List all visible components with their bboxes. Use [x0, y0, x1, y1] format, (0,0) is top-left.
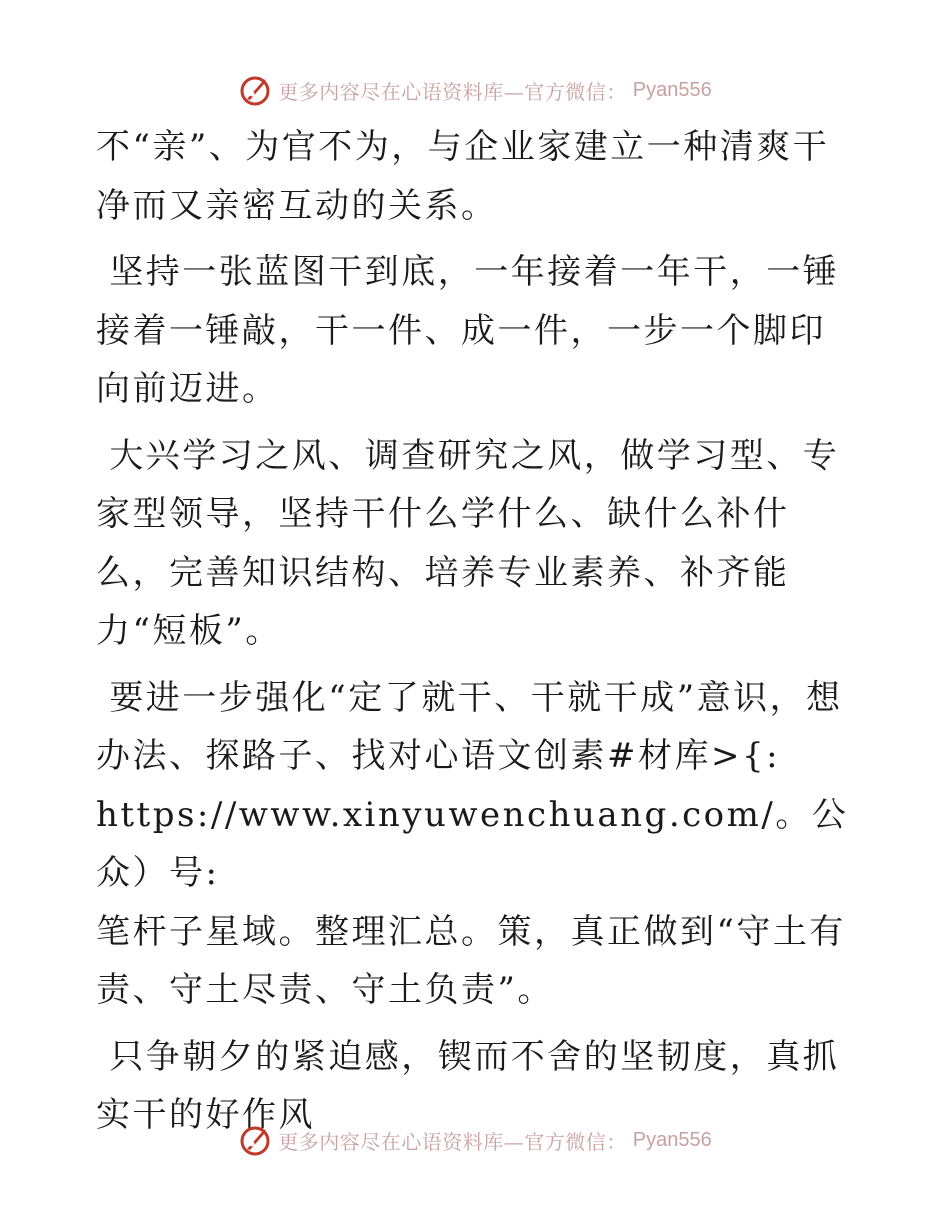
header-banner — [0, 70, 950, 110]
paragraph-2: 坚持一张蓝图干到底，一年接着一年干，一锤接着一锤敲，干一件、成一件，一步一个脚印向前迈进。 — [96, 252, 840, 409]
paragraph-1: 不“亲”、为官不为，与企业家建立一种清爽干净而又亲密互动的关系。 — [96, 127, 830, 226]
header-banner-inner — [238, 73, 711, 107]
footer-banner-inner — [238, 1123, 711, 1157]
paragraph-4: 要进一步强化“定了就干、干就干成”意识，想办法、探路子、找对心语文创素#材库>{: https://www.xinyuwenchuang.com/。公众）号: 笔杆子星域。整理汇总。策，真正做到“守土有责、守土尽责、守土负责”。 — [96, 677, 849, 1010]
footer-banner — [0, 1120, 950, 1160]
footer-banner-text: 更多内容尽在心语资料库—官方微信： — [278, 1129, 627, 1154]
paragraph-3: 大兴学习之风、调查研究之风，做学习型、专家型领导，坚持干什么学什么、缺什么补什么，完善知识结构、培养专业素养、补齐能力“短板”。 — [96, 435, 840, 651]
document-body — [96, 118, 856, 1153]
quill-pen-logo-icon — [238, 73, 272, 107]
quill-pen-logo-icon — [238, 1123, 272, 1157]
footer-banner-handle: Pyan556 — [632, 1128, 712, 1151]
header-banner-text: 更多内容尽在心语资料库—官方微信： — [278, 79, 627, 104]
header-banner-handle: Pyan556 — [632, 78, 712, 101]
paragraph-5: 只争朝夕的紧迫感，锲而不舍的坚韧度，真抓实干的好作风 — [96, 1036, 840, 1135]
